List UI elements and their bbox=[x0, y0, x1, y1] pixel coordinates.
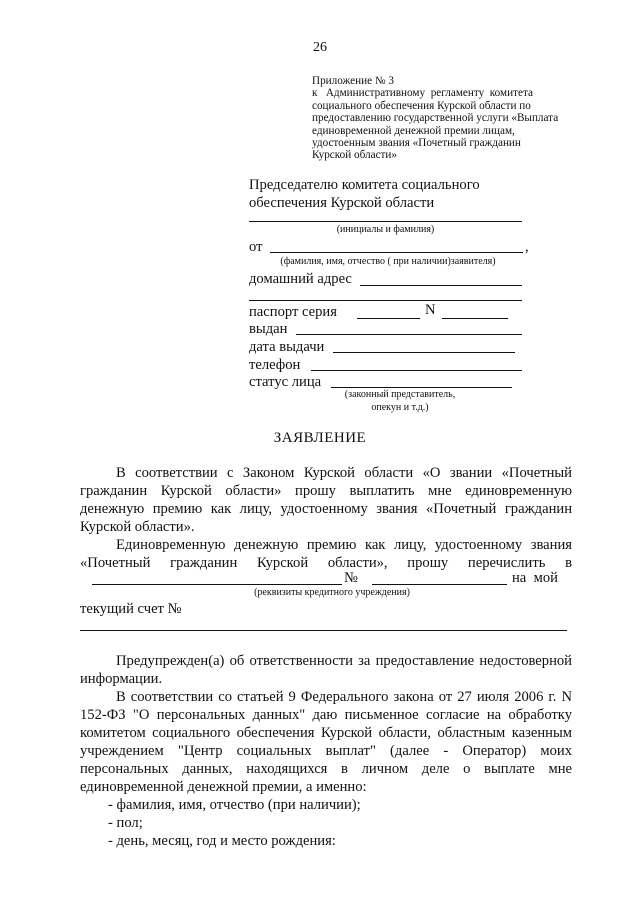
passport-number-label: N bbox=[425, 302, 436, 318]
passport-series-field-line bbox=[357, 318, 420, 319]
paragraph-transfer: Единовременную денежную премию как лицу, удостоенному звания «Почетный гражданин Курской области», прошу перечислить в bbox=[80, 537, 572, 571]
appendix-line: единовременной денежной премии лицам, bbox=[312, 124, 515, 137]
list-item: - пол; bbox=[108, 815, 143, 831]
document-title: ЗАЯВЛЕНИЕ bbox=[273, 430, 367, 446]
from-field-line bbox=[270, 252, 523, 253]
status-caption-2: опекун и т.д.) bbox=[371, 402, 429, 413]
from-caption: (фамилия, имя, отчество ( при наличии)заявителя) bbox=[280, 256, 496, 267]
status-caption-1: (законный представитель, bbox=[344, 389, 456, 400]
paragraph-request: В соответствии с Законом Курской области «О звании «Почетный гражданин Курской области» прошу выплатить мне единовременную денежную премию как лицу, удостоенному звания «Почетный гражданин Курской области». bbox=[80, 465, 572, 535]
status-field-line bbox=[331, 387, 512, 388]
phone-label: телефон bbox=[249, 357, 301, 373]
home-address-label: домашний адрес bbox=[249, 271, 352, 287]
issue-date-field-line bbox=[333, 352, 515, 353]
initials-caption: (инициалы и фамилия) bbox=[336, 224, 435, 235]
list-item: - день, месяц, год и место рождения: bbox=[108, 833, 336, 849]
addressee-line-2: обеспечения Курской области bbox=[249, 195, 435, 211]
addressee-line-1: Председателю комитета социального bbox=[249, 177, 480, 193]
passport-series-label: паспорт серия bbox=[249, 304, 337, 320]
phone-field-line bbox=[311, 370, 522, 371]
issued-field-line bbox=[296, 334, 522, 335]
bank-field-line bbox=[92, 584, 342, 585]
appendix-line: к Административному регламенту комитета bbox=[312, 87, 533, 100]
from-comma: , bbox=[525, 239, 529, 255]
page-number: 26 bbox=[313, 40, 327, 55]
from-label: от bbox=[249, 239, 263, 255]
account-field-line bbox=[80, 630, 567, 631]
bank-caption: (реквизиты кредитного учреждения) bbox=[254, 587, 410, 598]
number-sign: № bbox=[344, 570, 358, 586]
issued-label: выдан bbox=[249, 321, 288, 337]
appendix-line: предоставлению государственной услуги «Выплата bbox=[312, 112, 559, 125]
to-my-label: на мой bbox=[512, 570, 558, 586]
account-label: текущий счет № bbox=[80, 601, 182, 617]
passport-number-field-line bbox=[442, 318, 508, 319]
list-item: - фамилия, имя, отчество (при наличии); bbox=[108, 797, 361, 813]
appendix-line: Приложение № 3 bbox=[312, 75, 394, 87]
initials-field-line bbox=[249, 221, 522, 222]
appendix-line: социального обеспечения Курской области по bbox=[312, 99, 531, 112]
appendix-line: Курской области» bbox=[312, 149, 398, 162]
appendix-line: удостоенным звания «Почетный гражданин bbox=[312, 137, 521, 150]
home-address-field-line-2 bbox=[249, 300, 522, 301]
issue-date-label: дата выдачи bbox=[249, 339, 325, 355]
paragraph-liability: Предупрежден(а) об ответственности за предоставление недостоверной информации. bbox=[80, 653, 572, 687]
bank-number-field-line bbox=[372, 584, 507, 585]
paragraph-consent: В соответствии со статьей 9 Федерального закона от 27 июля 2006 г. N 152-ФЗ "О персональных данных" даю письменное согласие на обработку комитетом социального обеспечения Курской области, областным казенным учреждением "Центр социальных выплат" (далее - Оператор) моих персональных данных, находящихся в личном деле о выплате мне единовременной денежной премии, а именно: bbox=[80, 689, 572, 795]
home-address-field-line bbox=[360, 285, 522, 286]
status-label: статус лица bbox=[249, 374, 322, 390]
appendix-header bbox=[312, 75, 602, 162]
